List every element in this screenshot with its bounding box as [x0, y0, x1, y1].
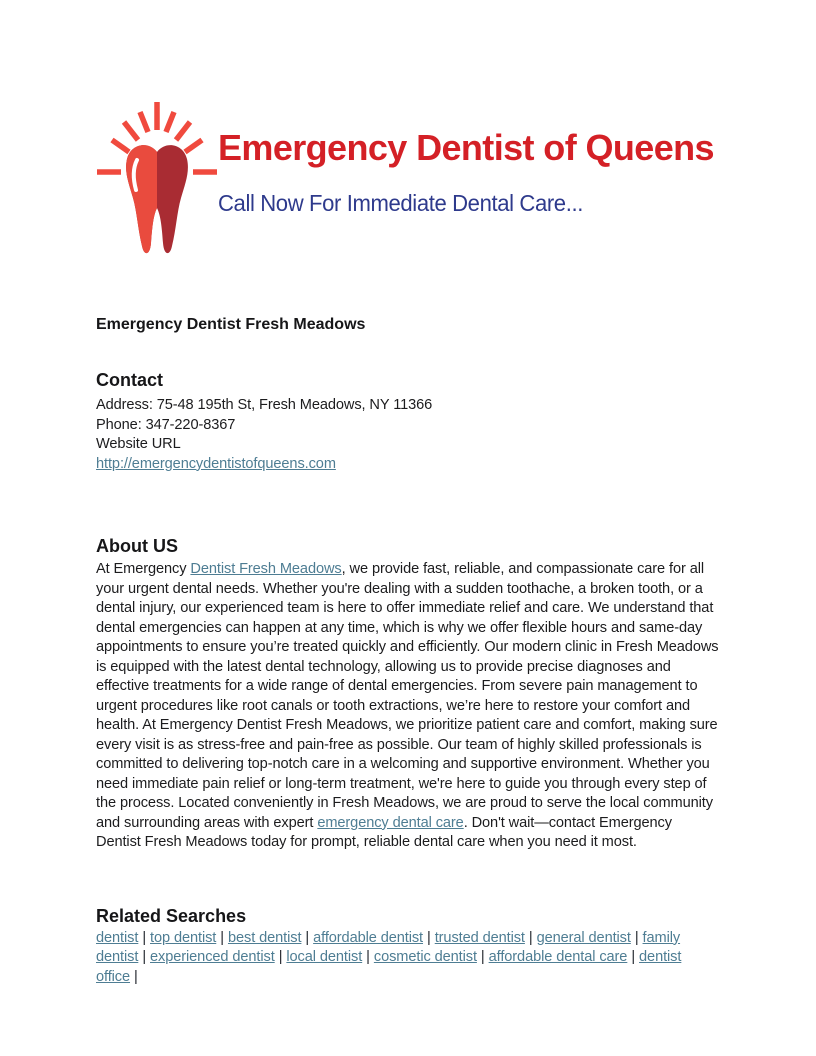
- pipe-separator: |: [278, 949, 283, 965]
- logo-text: [218, 100, 714, 217]
- related-link-dentist[interactable]: dentist: [96, 929, 139, 946]
- related-link-dentist-office[interactable]: dentist office: [96, 949, 682, 985]
- contact-phone: Phone: 347-220-8367: [96, 416, 236, 433]
- tooth-burst-icon: [96, 100, 218, 266]
- about-text-2: , we provide fast, reliable, and compassionate care for all your urgent dental needs. Whether you're dealing with a sudden toothache, a broken tooth, or a dental injury, our experienced team is here to offer immediate relief and care. We understand that dental emergencies can happen at any time, which is why we offer flexible hours and same-day appointments to ensure you’re treated quickly and efficiently. Our modern clinic in Fresh Meadows is equipped with the latest dental technology, allowing us to provide precise diagnoses and effective treatments for a wide range of dental emergencies. From severe pain management to urgent procedures like root canals or tooth extractions, we’re here to restore your comfort and health. At Emergency Dentist Fresh Meadows, we prioritize patient care and comfort, making sure every visit is as stress-free and pain-free as possible. Our team of highly skilled professionals is committed to delivering top-notch care in a welcoming and supportive environment. Whether you need immediate pain relief or long-term treatment, we're here to guide you through every step of the process. Located conveniently in Fresh Meadows, we are proud to serve the local community and surrounding areas with expert: [96, 561, 719, 831]
- pipe-separator: |: [142, 929, 147, 946]
- pipe-separator: |: [305, 929, 310, 946]
- related-link-trusted-dentist[interactable]: trusted dentist: [434, 929, 525, 946]
- logo-tagline: Call Now For Immediate Dental Care...: [218, 189, 583, 216]
- pipe-separator: |: [220, 929, 224, 946]
- related-link-family-dentist[interactable]: family dentist: [96, 929, 681, 965]
- dentist-fresh-meadows-link[interactable]: Dentist Fresh Meadows: [190, 561, 342, 577]
- related-link-general-dentist[interactable]: general dentist: [536, 929, 631, 946]
- related-link-local-dentist[interactable]: local dentist: [286, 949, 363, 965]
- related-searches-heading: Related Searches: [96, 905, 247, 926]
- about-paragraph: [96, 560, 720, 853]
- pipe-separator: |: [427, 929, 431, 946]
- pipe-separator: |: [142, 949, 147, 965]
- website-label: Website URL: [96, 436, 181, 452]
- emergency-dental-care-link[interactable]: emergency dental care: [317, 814, 464, 831]
- related-link-affordable-dental-care[interactable]: affordable dental care: [488, 949, 628, 965]
- related-link-top-dentist[interactable]: top dentist: [150, 929, 217, 946]
- pipe-separator: |: [634, 929, 639, 946]
- logo: [96, 0, 720, 270]
- logo-title: Emergency Dentist of Queens: [218, 127, 714, 168]
- about-section: [96, 536, 720, 853]
- related-searches-links: [96, 929, 720, 988]
- related-searches-section: [96, 906, 720, 988]
- related-link-best-dentist[interactable]: best dentist: [227, 929, 302, 946]
- related-link-affordable-dentist[interactable]: affordable dentist: [313, 929, 424, 946]
- about-text-3: . Don't wait—contact Emergency Dentist Fresh Meadows today for prompt, reliable dental care when you need it most.: [96, 814, 672, 850]
- about-text-1: At Emergency: [96, 561, 191, 577]
- page-title: Emergency Dentist Fresh Meadows: [96, 316, 366, 333]
- pipe-separator: |: [528, 929, 533, 946]
- contact-address: Address: 75-48 195th St, Fresh Meadows, NY 11366: [96, 397, 433, 413]
- pipe-separator: |: [480, 949, 485, 965]
- about-heading: About US: [96, 536, 178, 556]
- related-link-cosmetic-dentist[interactable]: cosmetic dentist: [373, 949, 477, 965]
- pipe-separator: |: [134, 968, 138, 985]
- contact-section: [96, 370, 720, 474]
- related-link-experienced-dentist[interactable]: experienced dentist: [150, 949, 275, 965]
- contact-details: [96, 396, 720, 474]
- pipe-separator: |: [366, 949, 370, 965]
- contact-heading: Contact: [96, 370, 163, 390]
- pipe-separator: |: [631, 949, 636, 965]
- website-url-link[interactable]: http://emergencydentistofqueens.com: [96, 455, 336, 472]
